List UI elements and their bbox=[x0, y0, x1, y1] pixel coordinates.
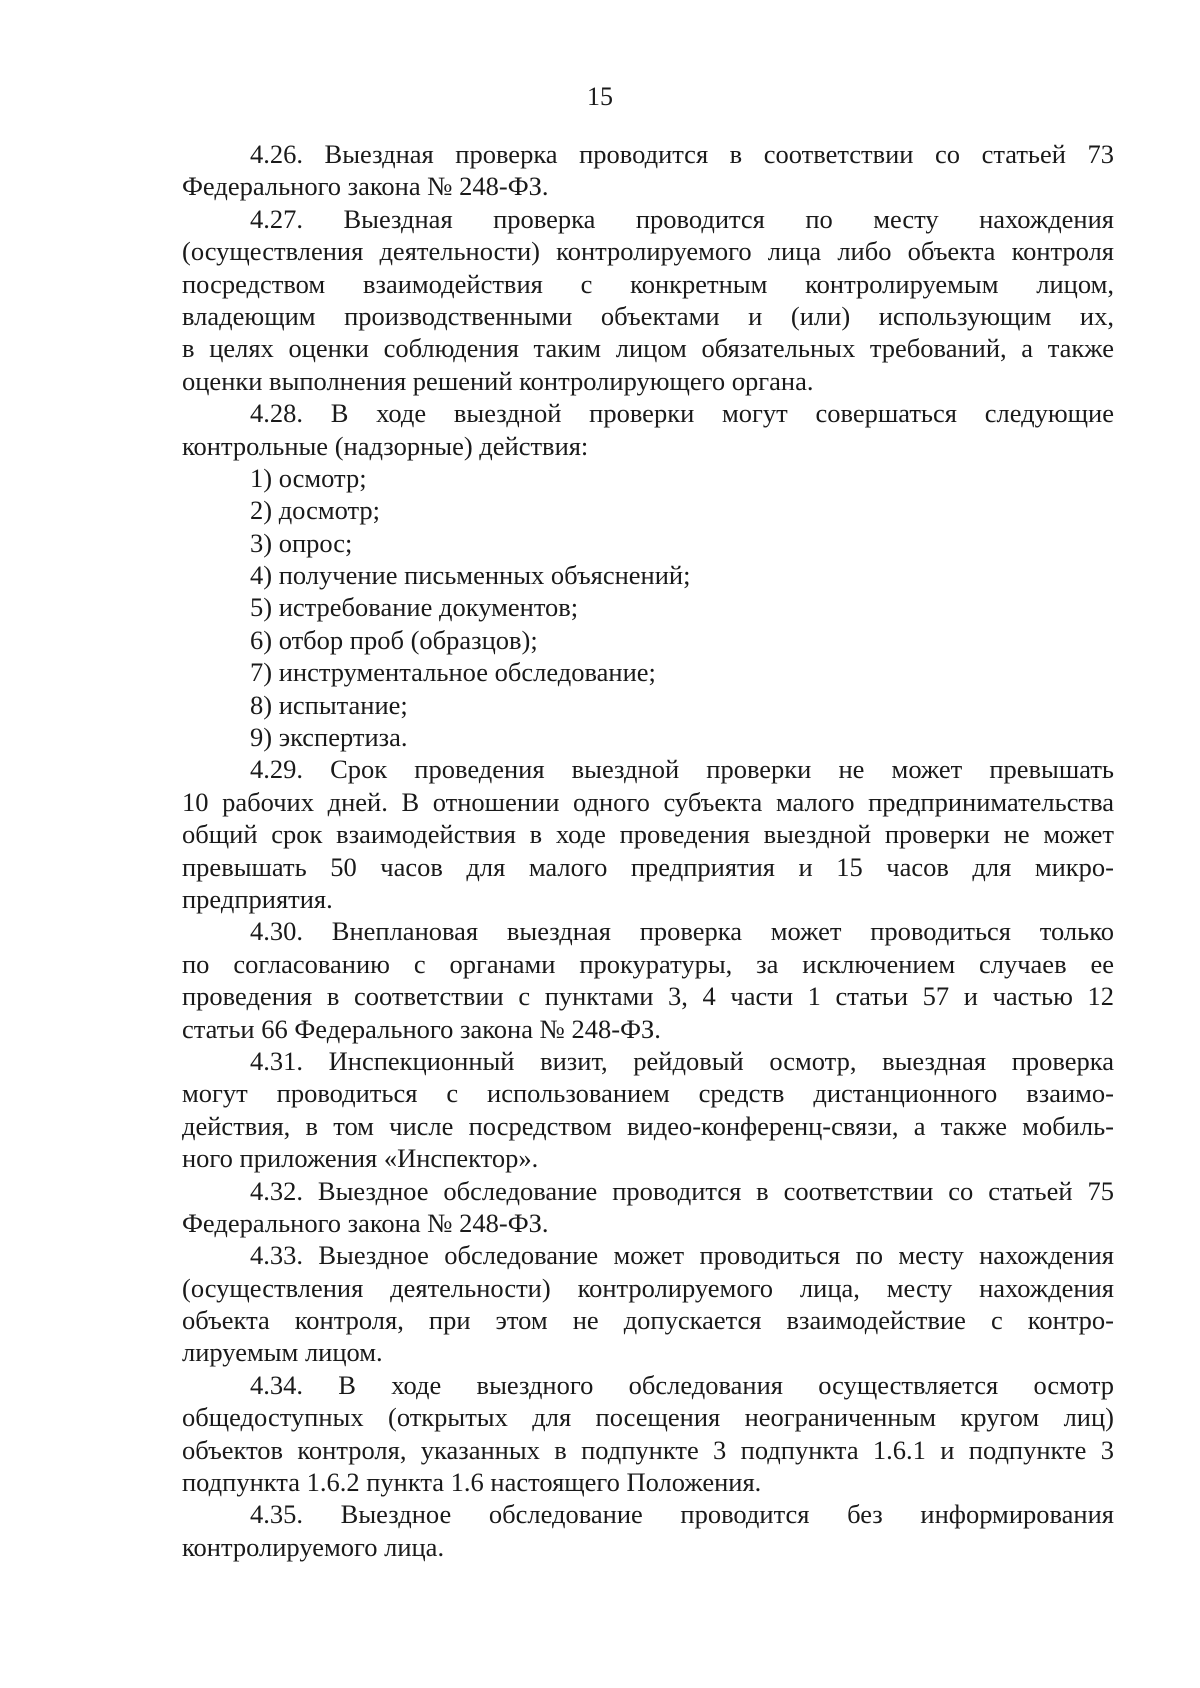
text-line: 4.35. Выездное обследование проводится без информирования bbox=[250, 1499, 1114, 1530]
text-line: могут проводиться с использованием средств дистанционного взаимо- bbox=[182, 1078, 1114, 1109]
text-line: 4.26. Выездная проверка проводится в соответствии со статьей 73 bbox=[250, 139, 1114, 169]
text-line: по согласованию с органами прокуратуры, за исключением случаев ее bbox=[182, 948, 1114, 979]
document-body bbox=[182, 138, 1114, 1563]
text-line: владеющим производственными объектами и (или) использующим их, bbox=[182, 300, 1114, 331]
text-line: 2) досмотр; bbox=[250, 495, 381, 526]
text-line: 7) инструментальное обследование; bbox=[250, 657, 656, 688]
text-line: статьи 66 Федерального закона № 248-ФЗ. bbox=[182, 1013, 661, 1044]
text-line: 4.34. В ходе выездного обследования осуществляется осмотр bbox=[250, 1369, 1114, 1400]
text-line: 4.29. Срок проведения выездной проверки не может превышать bbox=[250, 754, 1114, 785]
text-line: ного приложения «Инспектор». bbox=[182, 1143, 539, 1174]
text-line: проведения в соответствии с пунктами 3, 4 части 1 статьи 57 и частью 12 bbox=[182, 981, 1114, 1012]
text-line: 10 рабочих дней. В отношении одного субъекта малого предпринимательства bbox=[182, 786, 1114, 817]
text-line: 8) испытание; bbox=[250, 689, 408, 720]
text-line: в целях оценки соблюдения таким лицом обязательных требований, а также bbox=[182, 333, 1114, 364]
text-line: превышать 50 часов для малого предприятия и 15 часов для микро- bbox=[182, 851, 1114, 882]
text-line: предприятия. bbox=[182, 883, 333, 914]
text-line: 4.28. В ходе выездной проверки могут совершаться следующие bbox=[250, 398, 1114, 429]
text-line: 4.32. Выездное обследование проводится в соответствии со статьей 75 bbox=[250, 1175, 1114, 1206]
text-line: 6) отбор проб (образцов); bbox=[250, 624, 538, 655]
text-line: лируемым лицом. bbox=[182, 1337, 383, 1368]
text-line: 5) истребование документов; bbox=[250, 592, 579, 623]
text-line: 4.27. Выездная проверка проводится по месту нахождения bbox=[250, 203, 1114, 234]
text-line: объекта контроля, при этом не допускается взаимодействие с контро- bbox=[182, 1305, 1114, 1336]
text-line: оценки выполнения решений контролирующего органа. bbox=[182, 365, 814, 396]
text-line: 9) экспертиза. bbox=[250, 722, 408, 753]
text-line: объектов контроля, указанных в подпункте 3 подпункта 1.6.1 и подпункте 3 bbox=[182, 1434, 1114, 1465]
text-line: общедоступных (открытых для посещения неограниченным кругом лиц) bbox=[182, 1402, 1114, 1433]
text-line: 3) опрос; bbox=[250, 527, 353, 558]
text-line: 1) осмотр; bbox=[250, 462, 367, 493]
text-line: действия, в том числе посредством видео-конференц-связи, а также мобиль- bbox=[182, 1110, 1114, 1141]
text-line: 4.31. Инспекционный визит, рейдовый осмотр, выездная проверка bbox=[250, 1045, 1114, 1076]
page-number: 15 bbox=[587, 82, 613, 111]
text-line: Федерального закона № 248-ФЗ. bbox=[182, 171, 549, 202]
text-line: 4.30. Внеплановая выездная проверка может проводиться только bbox=[250, 916, 1114, 947]
text-line: 4) получение письменных объяснений; bbox=[250, 560, 691, 591]
text-line: (осуществления деятельности) контролируемого лица, месту нахождения bbox=[182, 1272, 1114, 1303]
text-line: подпункта 1.6.2 пункта 1.6 настоящего Положения. bbox=[182, 1467, 762, 1498]
text-line: посредством взаимодействия с конкретным контролируемым лицом, bbox=[182, 268, 1114, 299]
text-line: общий срок взаимодействия в ходе проведения выездной проверки не может bbox=[182, 819, 1114, 850]
text-line: (осуществления деятельности) контролируемого лица либо объекта контроля bbox=[182, 236, 1114, 267]
text-line: контрольные (надзорные) действия: bbox=[182, 430, 589, 461]
text-line: контролируемого лица. bbox=[182, 1531, 445, 1562]
text-line: 4.33. Выездное обследование может проводиться по месту нахождения bbox=[250, 1240, 1114, 1271]
text-line: Федерального закона № 248-ФЗ. bbox=[182, 1207, 549, 1238]
